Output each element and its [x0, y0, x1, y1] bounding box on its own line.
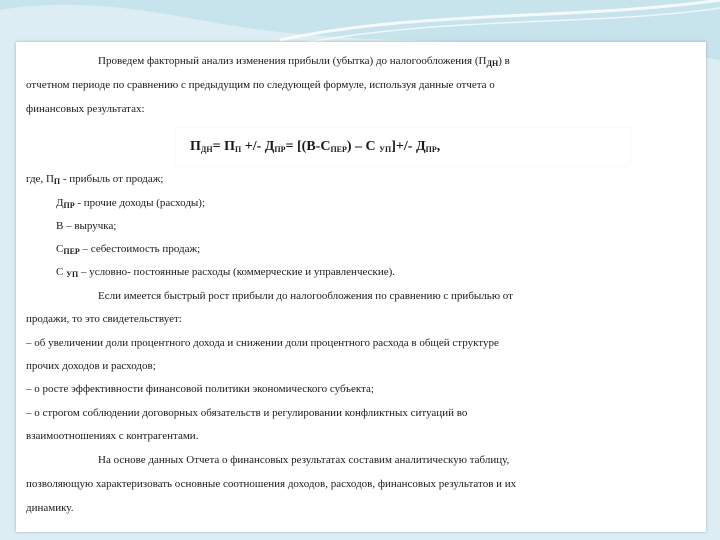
profit-formula: $П_{ДН}= П_П$ +/- $Д_{ПР}= [(В-С_{ПЕР}) - С$ $_{УП}$]+/- $Д_{ПР}$,	[176, 128, 630, 166]
bullet-2: – о росте эффективности финансовой политики экономического субъекта;	[26, 383, 374, 395]
bullet-1-line-2: прочих доходов и расходов;	[26, 360, 156, 372]
paragraph-2-line-2: продажи, то это свидетельствует:	[26, 313, 182, 325]
paragraph-3-line-3: динамику.	[26, 502, 74, 514]
bullet-3-line-1: – о строгом соблюдении договорных обязательств и регулировании конфликтных ситуаций во	[26, 407, 468, 419]
definition-fixed-costs: С $_{УП}$ – условно- постоянные расходы (коммерческие и управленческие).	[56, 266, 396, 279]
definition-profit-sales: где, $П_П$ - прибыль от продаж;	[26, 173, 164, 186]
definition-other-income: $Д_{ПР}$ - прочие доходы (расходы);	[56, 197, 206, 210]
definition-cost-of-sales: $С_{ПЕР}$ – себестоимость продаж;	[56, 243, 201, 256]
definition-revenue: В – выручка;	[56, 220, 117, 232]
bullet-1-line-1: – об увеличении доли процентного дохода и снижении доли процентного расхода в общей структуре	[26, 337, 499, 349]
bullet-3-line-2: взаимоотношениях с контрагентами.	[26, 430, 199, 442]
intro-line-3: финансовых результатах:	[26, 103, 145, 115]
document-page	[16, 42, 706, 532]
paragraph-3-line-1: На основе данных Отчета о финансовых результатах составим аналитическую таблицу,	[98, 454, 510, 466]
intro-line-1: Проведем факторный анализ изменения прибыли (убытка) до налогообложения $(П_{ДН})$ в	[98, 55, 510, 68]
paragraph-2-line-1: Если имеется быстрый рост прибыли до налогообложения по сравнению с прибылью от	[98, 290, 513, 302]
paragraph-3-line-2: позволяющую характеризовать основные соотношения доходов, расходов, финансовых результатов и их	[26, 478, 517, 490]
intro-line-2: отчетном периоде по сравнению с предыдущим по следующей формуле, используя данные отчета о	[26, 79, 495, 91]
